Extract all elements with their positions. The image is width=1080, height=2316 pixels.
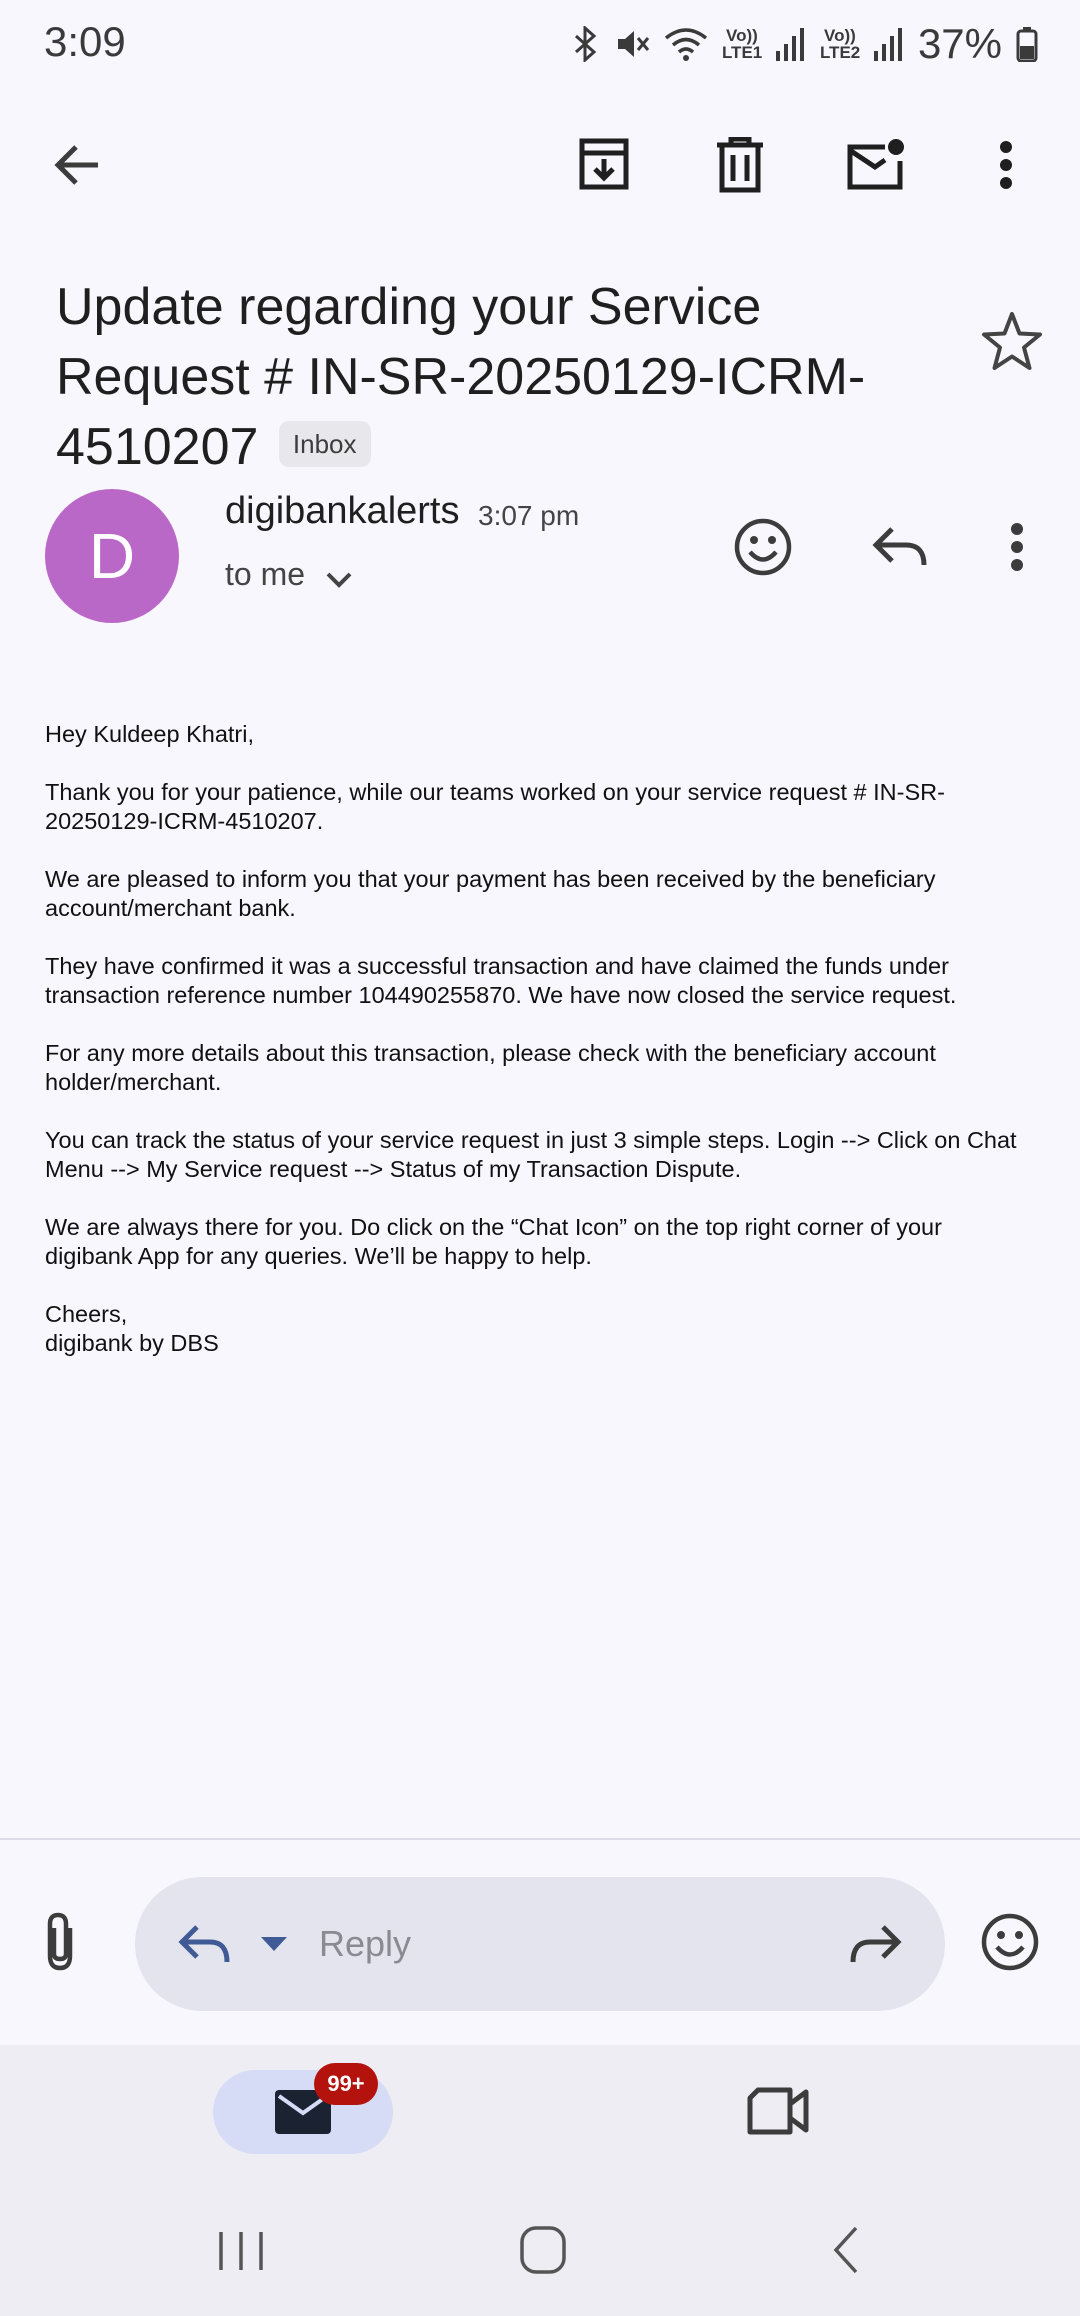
body-paragraph: Hey Kuldeep Khatri, — [45, 721, 255, 747]
archive-button[interactable] — [564, 125, 644, 205]
unread-count-badge: 99+ — [314, 2063, 378, 2105]
inbox-label[interactable]: Inbox — [279, 421, 371, 467]
emoji-icon — [980, 1912, 1040, 1972]
body-paragraph: For any more details about this transaction, please check with the beneficiary account holder/merchant. — [45, 1040, 936, 1095]
star-button[interactable] — [980, 310, 1050, 380]
nav-meet[interactable] — [746, 2086, 810, 2136]
archive-icon — [576, 137, 632, 193]
mark-unread-icon — [845, 137, 907, 193]
battery-percent: 37% — [917, 20, 1002, 67]
bluetooth-icon — [572, 26, 600, 62]
recent-apps-icon — [216, 2228, 266, 2274]
delete-button[interactable] — [700, 125, 780, 205]
reply-field[interactable] — [135, 1877, 945, 2011]
recipient-label: to me — [225, 556, 306, 592]
video-camera-icon — [746, 2086, 810, 2136]
trash-icon — [715, 137, 765, 193]
react-emoji-button[interactable] — [728, 512, 798, 582]
wifi-icon — [664, 26, 708, 62]
back-nav-button[interactable] — [828, 2224, 864, 2276]
more-options-button[interactable] — [966, 125, 1046, 205]
recipient-details-toggle[interactable] — [225, 556, 353, 593]
avatar[interactable]: D — [45, 489, 179, 623]
email-subject — [56, 272, 956, 482]
body-paragraph: Thank you for your patience, while our teams worked on your service request # IN-SR-20250129-ICRM-4510207. — [45, 779, 945, 834]
more-vert-icon — [999, 140, 1013, 190]
reply-type-selector[interactable] — [177, 1922, 289, 1966]
back-chevron-icon — [828, 2224, 864, 2276]
body-paragraph: They have confirmed it was a successful transaction and have claimed the funds under transaction reference number 104490255870. We have now closed the service request. — [45, 953, 957, 1008]
message-more-button[interactable] — [982, 512, 1052, 582]
body-paragraph: We are always there for you. Do click on the “Chat Icon” on the top right corner of your digibank App for any queries. We’ll be happy to help. — [45, 1214, 942, 1269]
sender-name: digibankalerts — [225, 490, 460, 532]
reply-button[interactable] — [864, 512, 934, 582]
subject-text: Update regarding your Service Request # IN-SR-20250129-ICRM-4510207 — [56, 278, 866, 476]
signal-icon — [874, 27, 904, 61]
star-icon — [980, 310, 1044, 374]
dropdown-arrow-icon — [259, 1935, 289, 1953]
lte1-label: Vo)) LTE1 — [721, 26, 763, 62]
chevron-down-icon — [325, 570, 353, 590]
battery-icon — [1016, 26, 1038, 62]
paperclip-icon — [40, 1910, 80, 1974]
email-body — [45, 720, 1035, 1358]
reply-placeholder: Reply — [319, 1923, 412, 1964]
body-paragraph: We are pleased to inform you that your payment has been received by the beneficiary account/merchant bank. — [45, 866, 936, 921]
recent-apps-button[interactable] — [216, 2228, 266, 2274]
status-time: 3:09 — [44, 18, 126, 65]
reply-icon — [177, 1922, 231, 1966]
mute-icon — [614, 26, 650, 62]
mark-unread-button[interactable] — [836, 125, 916, 205]
signature: digibank by DBS — [45, 1330, 219, 1356]
signal-icon — [776, 27, 806, 61]
emoji-icon — [733, 517, 793, 577]
body-paragraph: You can track the status of your service request in just 3 simple steps. Login --> Click on Chat Menu --> My Service request --> Status of my Transaction Dispute. — [45, 1127, 1017, 1182]
bottom-navigation — [0, 2045, 1080, 2185]
attach-button[interactable] — [40, 1910, 88, 1980]
reply-icon — [870, 523, 928, 571]
forward-icon[interactable] — [849, 1922, 903, 1966]
emoji-button[interactable] — [980, 1912, 1046, 1978]
email-time: 3:07 pm — [478, 500, 580, 531]
signoff: Cheers, — [45, 1301, 128, 1327]
lte2-label: Vo)) LTE2 — [819, 26, 861, 62]
more-vert-icon — [1010, 522, 1024, 572]
arrow-back-icon — [52, 139, 104, 191]
home-button[interactable] — [518, 2224, 568, 2276]
status-icons — [572, 20, 1038, 68]
home-icon — [518, 2224, 568, 2276]
back-button[interactable] — [38, 125, 118, 205]
